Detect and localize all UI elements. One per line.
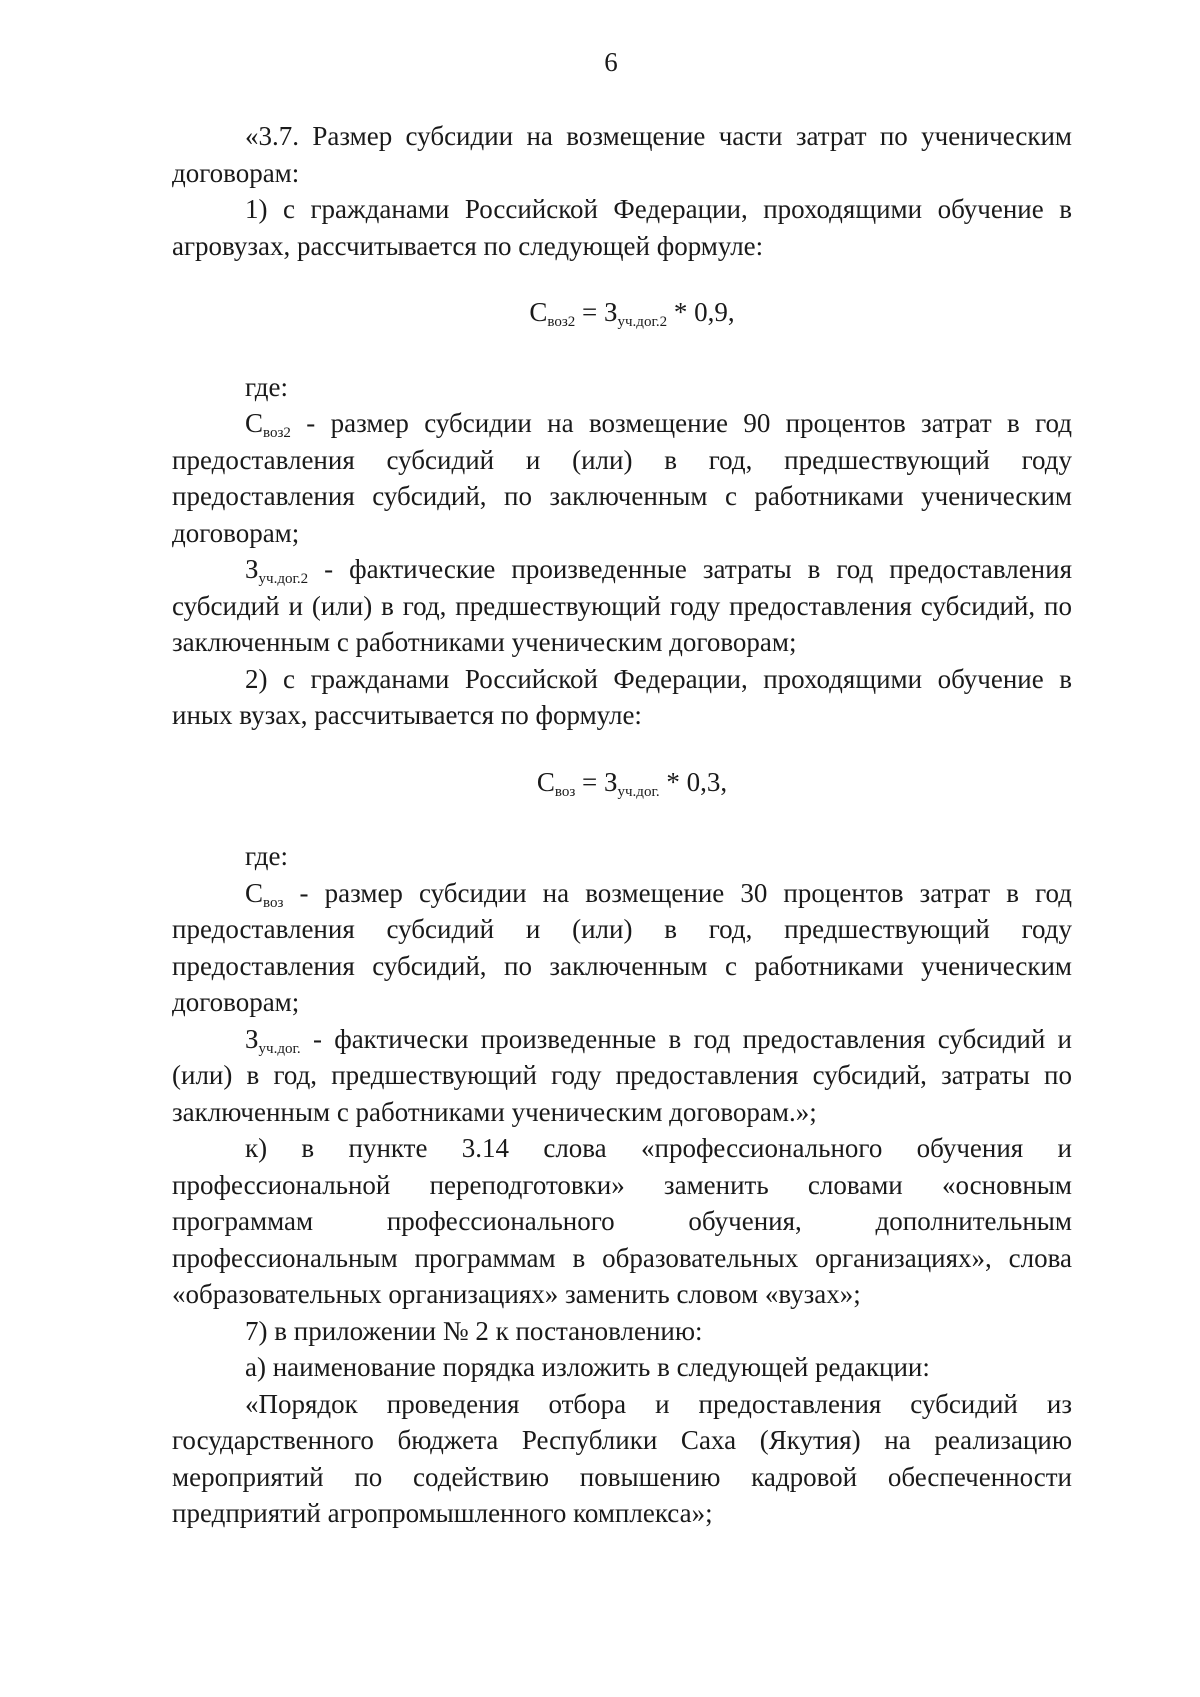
- definition-svoz: [172, 875, 1072, 1021]
- paragraph-item-2: 2) с гражданами Российской Федерации, проходящими обучение в иных вузах, рассчитывается по формуле:: [172, 663, 1072, 730]
- definition-svoz2-text: - размер субсидии на возмещение 90 процентов затрат в год предоставления субсидий и (или) в год, предшествующий году предоставления субсидий, по заключенным с работниками ученическим договорам;: [172, 408, 1072, 548]
- formula-2-lhs-sub: воз: [554, 783, 576, 800]
- formula-2: [172, 764, 1072, 801]
- definition-zuch-symbol: З: [245, 1023, 259, 1054]
- definition-svoz-symbol: С: [245, 877, 264, 908]
- document-body: [172, 118, 1072, 1532]
- definition-svoz2-symbol: С: [245, 408, 264, 438]
- formula-2-rhs-sub: уч.дог.: [617, 783, 660, 800]
- formula-2-tail: * 0,3,: [659, 766, 728, 797]
- formula-2-eq: = З: [575, 766, 618, 797]
- paragraph-item-7: 7) в приложении № 2 к постановлению:: [245, 1315, 703, 1346]
- page-number: 6: [604, 47, 618, 77]
- definition-zuch-sub: уч.дог.: [258, 1040, 301, 1057]
- definition-zuch2: [172, 551, 1072, 661]
- definition-svoz2: [172, 405, 1072, 551]
- formula-1: [172, 294, 1072, 331]
- formula-2-lhs: С: [536, 766, 555, 797]
- formula-1-eq: = З: [575, 297, 618, 327]
- formula-1-lhs-sub: воз2: [547, 314, 576, 330]
- where-label-2: где:: [245, 841, 288, 871]
- formula-1-lhs: С: [529, 297, 548, 327]
- paragraph-item-k: к) в пункте 3.14 слова «профессионального обучения и профессиональной переподготовки» заменить словами «основным программам профессионального обучения, дополнительным профессиональным программам в образовательных организациях», слова «образовательных организациях» заменить словом «вузах»;: [172, 1133, 1072, 1309]
- definition-zuch2-text: - фактические произведенные затраты в год предоставления субсидий и (или) в год, предшествующий году предоставления субсидий, по заключенным с работниками ученическим договорам;: [172, 554, 1072, 657]
- formula-1-tail: * 0,9,: [667, 297, 735, 327]
- definition-svoz-text: - размер субсидии на возмещение 30 процентов затрат в год предоставления субсидий и (или) в год, предшествующий году предоставления субсидий, по заключенным с работниками ученическим договорам;: [172, 877, 1072, 1017]
- paragraph-3-7-heading: «3.7. Размер субсидии на возмещение части затрат по ученическим договорам:: [172, 121, 1072, 188]
- definition-svoz2-sub: воз2: [263, 425, 291, 441]
- paragraph-procedure-title: «Порядок проведения отбора и предоставления субсидий из государственного бюджета Республики Саха (Якутия) на реализацию мероприятий по содействию повышению кадровой обеспеченности предприятий агропромышленного комплекса»;: [172, 1388, 1072, 1528]
- definition-zuch2-symbol: З: [245, 554, 259, 584]
- definition-zuch: [172, 1021, 1072, 1131]
- where-label-1: где:: [245, 371, 288, 402]
- definition-svoz-sub: воз: [263, 894, 284, 911]
- paragraph-item-1: 1) с гражданами Российской Федерации, проходящими обучение в агровузах, рассчитывается по следующей формуле:: [172, 194, 1072, 261]
- definition-zuch-text: - фактически произведенные в год предоставления субсидий и (или) в год, предшествующий году предоставления субсидий, затраты по заключенным с работниками ученическим договорам.»;: [172, 1023, 1072, 1127]
- paragraph-item-a: а) наименование порядка изложить в следующей редакции:: [245, 1352, 930, 1382]
- formula-1-rhs-sub: уч.дог.2: [617, 314, 668, 330]
- definition-zuch2-sub: уч.дог.2: [258, 571, 309, 587]
